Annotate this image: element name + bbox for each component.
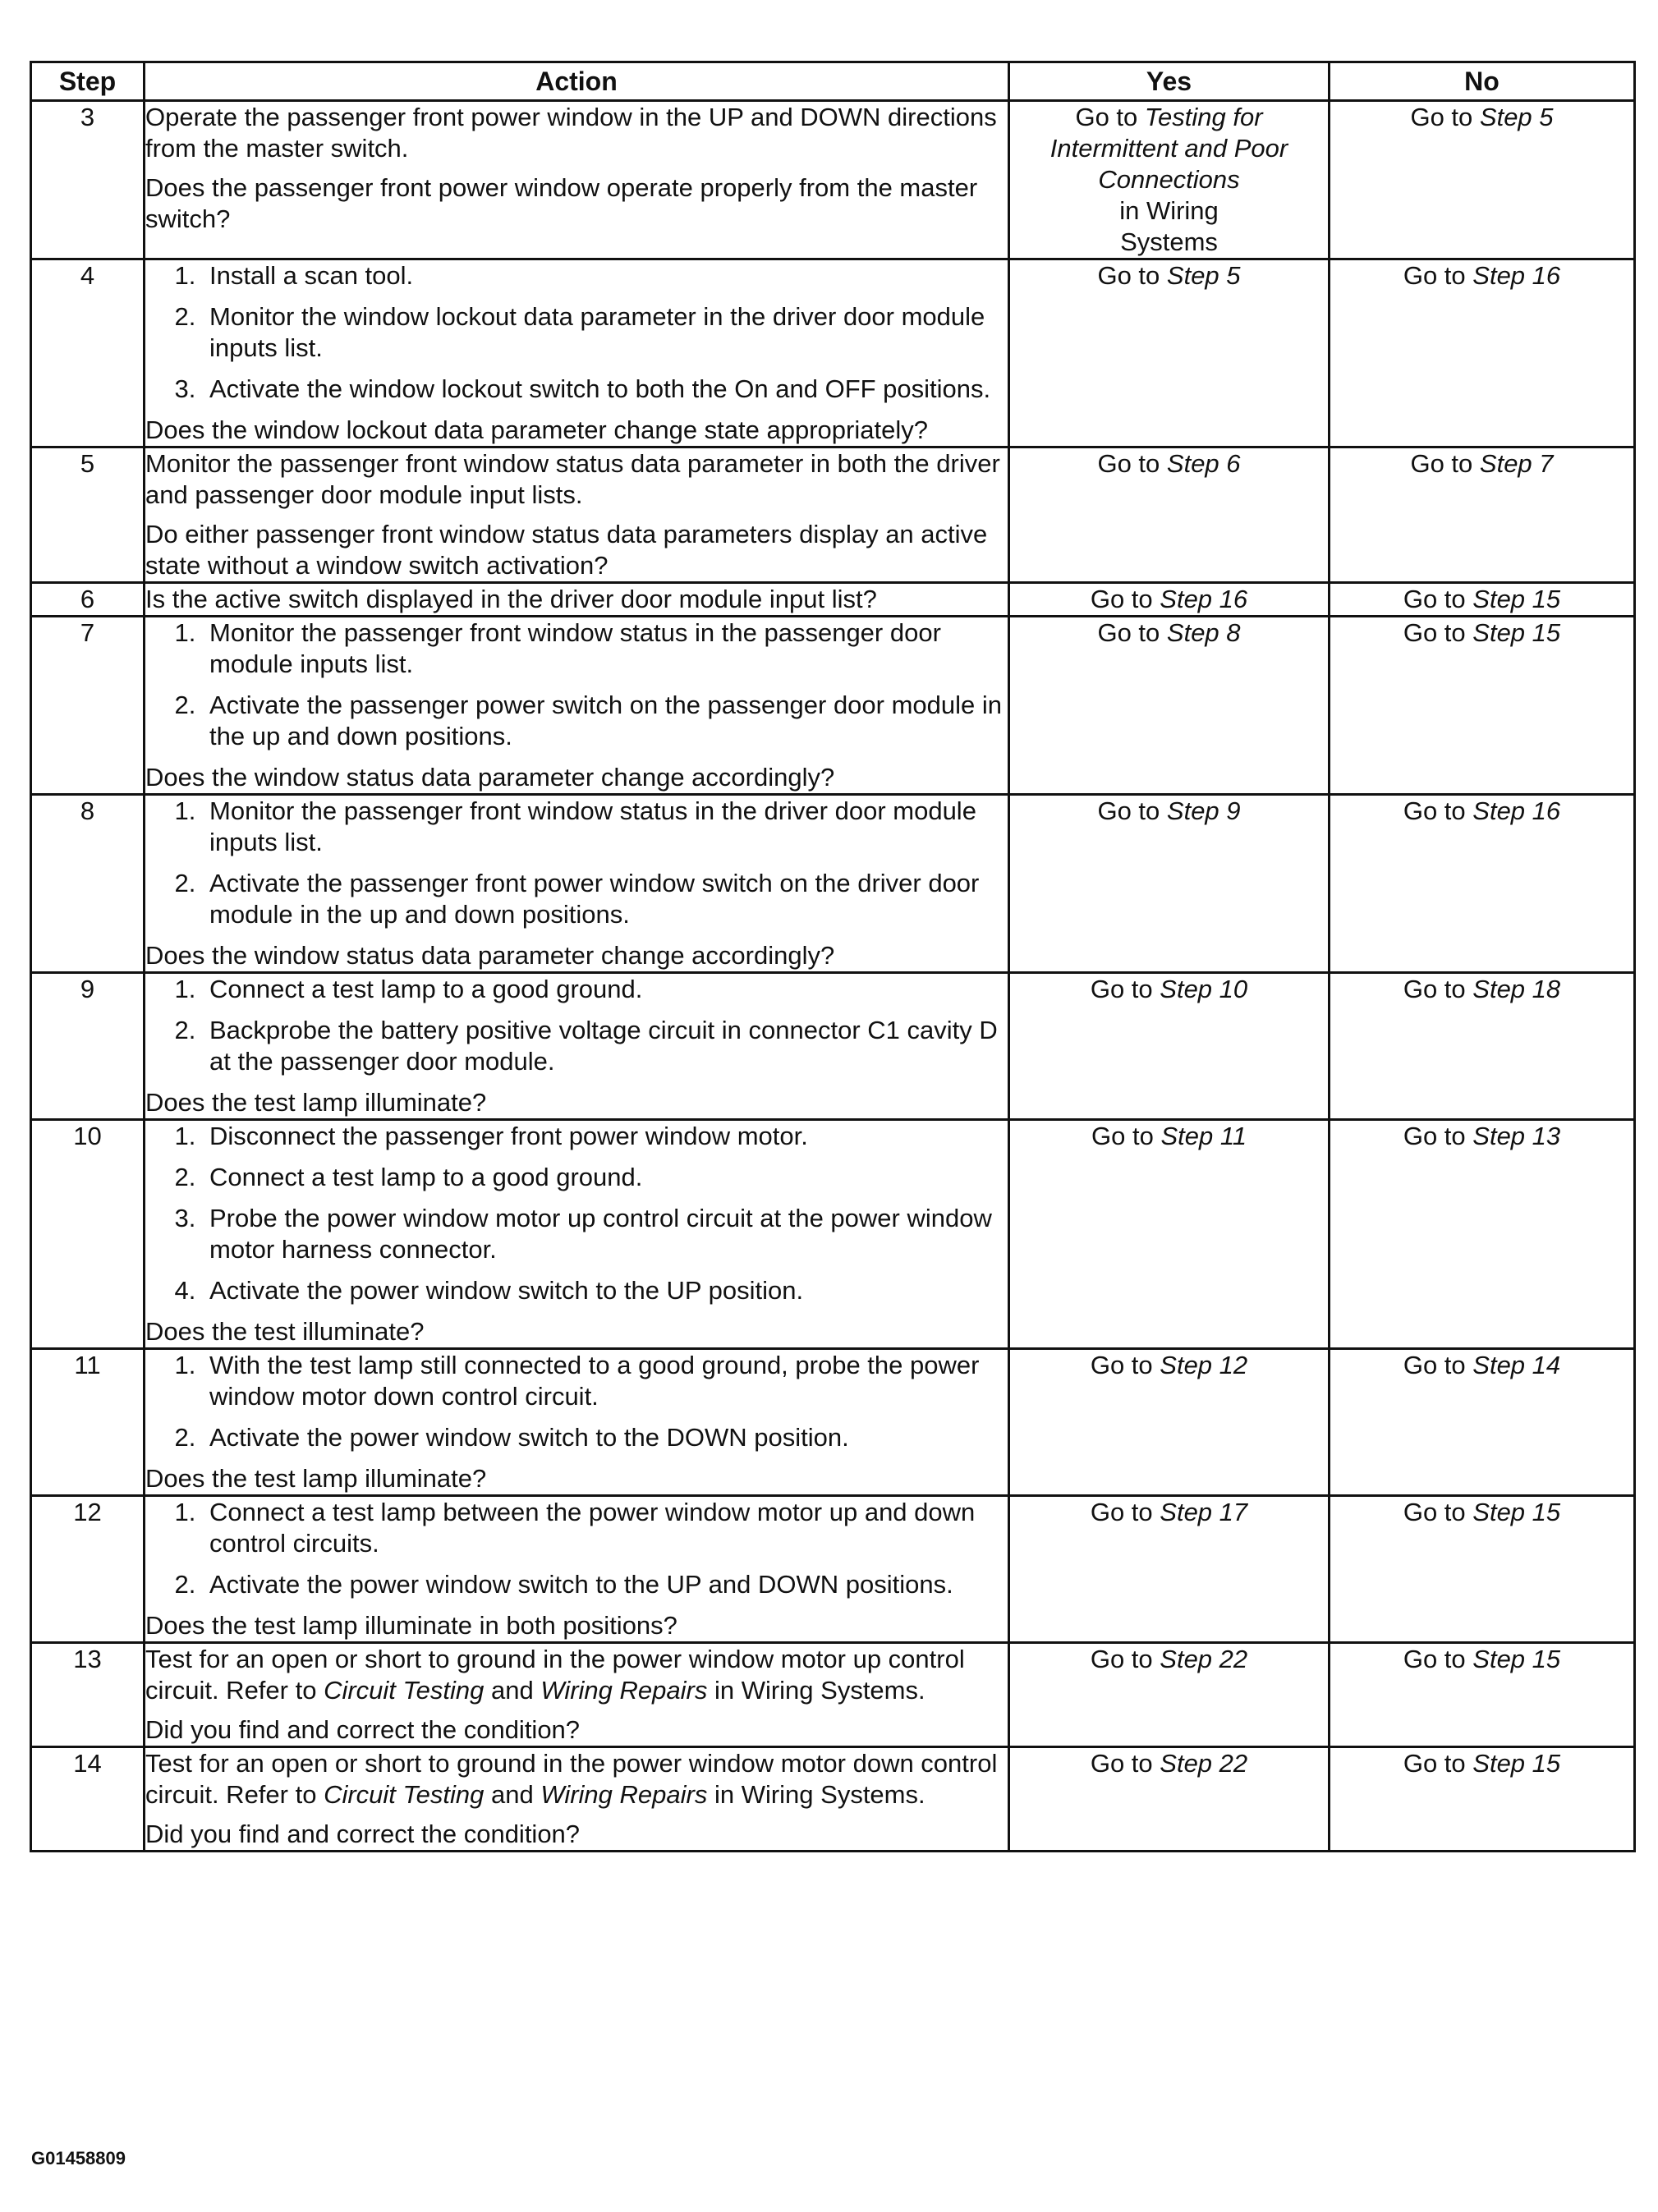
step-number: 10 <box>31 1120 145 1349</box>
no-cell <box>1330 447 1635 583</box>
action-question: Does the test lamp illuminate? <box>145 1464 487 1493</box>
substep-item: 2. Activate the power window switch to the DOWN position. <box>203 1422 1008 1453</box>
action-cell <box>145 1747 1009 1852</box>
action-text: in Wiring Systems. <box>714 1780 925 1809</box>
step-number: 8 <box>31 795 145 973</box>
yes-line: Systems <box>1120 227 1218 256</box>
table-row <box>31 617 1635 795</box>
action-cell <box>145 1496 1009 1643</box>
table-row <box>31 1496 1635 1643</box>
no-step-ref: Step 16 <box>1472 261 1561 290</box>
no-step-ref: Step 7 <box>1479 449 1554 478</box>
no-cell <box>1330 1643 1635 1747</box>
step-number: 6 <box>31 583 145 617</box>
yes-cell <box>1009 1349 1330 1496</box>
substep-item: 3. Activate the window lockout switch to both the On and OFF positions. <box>203 374 1008 405</box>
no-prefix: Go to <box>1410 103 1473 131</box>
yes-step-ref: Step 10 <box>1160 975 1248 1003</box>
yes-step-ref: Step 12 <box>1160 1351 1248 1379</box>
yes-step-ref: Step 16 <box>1160 585 1248 613</box>
action-question: Does the window status data parameter change accordingly? <box>145 941 835 970</box>
yes-line: Testing for <box>1144 103 1263 131</box>
yes-reference <box>1010 102 1328 258</box>
no-cell <box>1330 101 1635 259</box>
yes-prefix: Go to <box>1097 449 1160 478</box>
action-question: Did you find and correct the condition? <box>145 1820 581 1848</box>
action-question: Did you find and correct the condition? <box>145 1715 581 1744</box>
table-row <box>31 259 1635 447</box>
substep-item: 1. Monitor the passenger front window status in the passenger door module inputs list. <box>203 617 1008 680</box>
action-cell <box>145 259 1009 447</box>
substep-list <box>145 1121 1008 1306</box>
substep-item: 1. Connect a test lamp to a good ground. <box>203 974 1008 1005</box>
step-number: 11 <box>31 1349 145 1496</box>
substep-list <box>145 974 1008 1077</box>
action-text: and <box>490 1780 534 1809</box>
yes-cell <box>1009 583 1330 617</box>
no-cell <box>1330 1496 1635 1643</box>
action-paragraph <box>145 1748 1008 1810</box>
yes-line: Connections <box>1098 165 1240 194</box>
step-number: 7 <box>31 617 145 795</box>
no-step-ref: Step 16 <box>1472 796 1561 825</box>
table-body <box>31 101 1635 1852</box>
no-prefix: Go to <box>1403 975 1466 1003</box>
yes-cell <box>1009 101 1330 259</box>
yes-cell <box>1009 795 1330 973</box>
no-cell <box>1330 583 1635 617</box>
action-question: Do either passenger front window status data parameters display an active state without a window switch activation? <box>145 520 988 580</box>
yes-cell <box>1009 259 1330 447</box>
no-prefix: Go to <box>1403 618 1466 647</box>
action-cell <box>145 583 1009 617</box>
action-cell <box>145 447 1009 583</box>
substep-list <box>145 796 1008 930</box>
substep-item: 1. Disconnect the passenger front power window motor. <box>203 1121 1008 1152</box>
action-paragraph: Operate the passenger front power window in the UP and DOWN directions from the master switch. <box>145 103 997 163</box>
no-prefix: Go to <box>1403 261 1466 290</box>
yes-prefix: Go to <box>1097 618 1160 647</box>
step-number: 4 <box>31 259 145 447</box>
substep-list <box>145 617 1008 752</box>
action-question: Does the passenger front power window operate properly from the master switch? <box>145 173 978 233</box>
header-no: No <box>1330 62 1635 101</box>
action-paragraph: Monitor the passenger front window status data parameter in both the driver and passenger door module input lists. <box>145 449 1000 509</box>
table-row <box>31 583 1635 617</box>
action-text: and <box>490 1676 534 1705</box>
yes-prefix: Go to <box>1090 1749 1153 1778</box>
step-number: 5 <box>31 447 145 583</box>
no-step-ref: Step 5 <box>1479 103 1554 131</box>
substep-item: 2. Activate the power window switch to the UP and DOWN positions. <box>203 1569 1008 1600</box>
yes-prefix: Go to <box>1097 261 1160 290</box>
action-cell <box>145 1120 1009 1349</box>
no-cell <box>1330 1120 1635 1349</box>
no-prefix: Go to <box>1403 585 1466 613</box>
header-yes: Yes <box>1009 62 1330 101</box>
reference-link: Wiring Repairs <box>540 1676 708 1705</box>
no-prefix: Go to <box>1403 1122 1466 1150</box>
table-row <box>31 447 1635 583</box>
action-cell <box>145 1349 1009 1496</box>
yes-prefix: Go to <box>1097 796 1160 825</box>
no-cell <box>1330 617 1635 795</box>
yes-cell <box>1009 973 1330 1120</box>
yes-cell <box>1009 1643 1330 1747</box>
yes-prefix: Go to <box>1091 1122 1154 1150</box>
yes-cell <box>1009 1120 1330 1349</box>
yes-step-ref: Step 5 <box>1166 261 1241 290</box>
yes-prefix: Go to <box>1090 585 1153 613</box>
yes-cell <box>1009 1747 1330 1852</box>
step-number: 14 <box>31 1747 145 1852</box>
no-step-ref: Step 15 <box>1472 585 1561 613</box>
action-cell <box>145 1643 1009 1747</box>
substep-item: 2. Activate the passenger power switch on the passenger door module in the up and down positions. <box>203 690 1008 752</box>
no-step-ref: Step 13 <box>1472 1122 1561 1150</box>
no-prefix: Go to <box>1403 1749 1466 1778</box>
yes-cell <box>1009 447 1330 583</box>
no-step-ref: Step 18 <box>1472 975 1561 1003</box>
no-cell <box>1330 795 1635 973</box>
step-number: 3 <box>31 101 145 259</box>
substep-item: 1. Monitor the passenger front window status in the driver door module inputs list. <box>203 796 1008 858</box>
action-question: Does the test lamp illuminate in both positions? <box>145 1611 677 1640</box>
substep-list <box>145 260 1008 405</box>
header-action: Action <box>145 62 1009 101</box>
table-row <box>31 1349 1635 1496</box>
substep-list <box>145 1497 1008 1600</box>
diagnostic-table <box>30 61 1636 1852</box>
substep-item: 3. Probe the power window motor up control circuit at the power window motor harness connector. <box>203 1203 1008 1265</box>
yes-step-ref: Step 22 <box>1160 1645 1248 1673</box>
action-question: Does the window lockout data parameter change state appropriately? <box>145 415 928 444</box>
substep-item: 2. Backprobe the battery positive voltage circuit in connector C1 cavity D at the passenger door module. <box>203 1015 1008 1077</box>
yes-line: Intermittent and Poor <box>1049 134 1288 163</box>
yes-step-ref: Step 8 <box>1166 618 1241 647</box>
no-step-ref: Step 15 <box>1472 618 1561 647</box>
yes-step-ref: Step 22 <box>1160 1749 1248 1778</box>
action-cell <box>145 617 1009 795</box>
yes-cell <box>1009 617 1330 795</box>
step-number: 9 <box>31 973 145 1120</box>
no-prefix: Go to <box>1403 796 1466 825</box>
step-number: 13 <box>31 1643 145 1747</box>
no-step-ref: Step 14 <box>1472 1351 1561 1379</box>
yes-line-group <box>1010 102 1328 133</box>
figure-id: G01458809 <box>31 2148 126 2168</box>
action-text: in Wiring Systems. <box>714 1676 925 1705</box>
substep-item: 2. Activate the passenger front power window switch on the driver door module in the up and down positions. <box>203 868 1008 930</box>
no-cell <box>1330 1747 1635 1852</box>
action-cell <box>145 101 1009 259</box>
yes-prefix: Go to <box>1090 1351 1153 1379</box>
yes-prefix: Go to <box>1090 1645 1153 1673</box>
substep-item: 2. Monitor the window lockout data parameter in the driver door module inputs list. <box>203 301 1008 364</box>
substep-item: 1. With the test lamp still connected to a good ground, probe the power window motor down control circuit. <box>203 1350 1008 1412</box>
action-question: Is the active switch displayed in the driver door module input list? <box>145 585 877 613</box>
no-cell <box>1330 259 1635 447</box>
substep-item: 2. Connect a test lamp to a good ground. <box>203 1162 1008 1193</box>
no-cell <box>1330 1349 1635 1496</box>
no-step-ref: Step 15 <box>1472 1645 1561 1673</box>
yes-step-ref: Step 9 <box>1166 796 1241 825</box>
reference-link: Circuit Testing <box>324 1780 485 1809</box>
table-row <box>31 1643 1635 1747</box>
no-cell <box>1330 973 1635 1120</box>
yes-prefix: Go to <box>1090 975 1153 1003</box>
step-number: 12 <box>31 1496 145 1643</box>
substep-item: 4. Activate the power window switch to the UP position. <box>203 1275 1008 1306</box>
action-question: Does the window status data parameter change accordingly? <box>145 763 835 792</box>
yes-step-ref: Step 11 <box>1160 1122 1247 1150</box>
action-question: Does the test lamp illuminate? <box>145 1088 487 1117</box>
table-row <box>31 101 1635 259</box>
action-text: Test for an open or short to ground in the power window motor up control circuit. Refer to <box>145 1645 965 1705</box>
action-question: Does the test illuminate? <box>145 1317 425 1346</box>
reference-link: Circuit Testing <box>324 1676 485 1705</box>
header-step: Step <box>31 62 145 101</box>
yes-cell <box>1009 1496 1330 1643</box>
table-row <box>31 1120 1635 1349</box>
substep-item: 1. Connect a test lamp between the power window motor up and down control circuits. <box>203 1497 1008 1559</box>
action-paragraph <box>145 1644 1008 1706</box>
no-prefix: Go to <box>1410 449 1473 478</box>
yes-step-ref: Step 17 <box>1160 1498 1248 1526</box>
no-prefix: Go to <box>1403 1498 1466 1526</box>
header-row <box>31 62 1635 101</box>
yes-step-ref: Step 6 <box>1166 449 1241 478</box>
yes-prefix: Go to <box>1090 1498 1153 1526</box>
table-row <box>31 795 1635 973</box>
action-cell <box>145 973 1009 1120</box>
action-text: Test for an open or short to ground in the power window motor down control circuit. Refer to <box>145 1749 998 1809</box>
reference-link: Wiring Repairs <box>540 1780 708 1809</box>
yes-line: Go to <box>1075 103 1138 131</box>
substep-item: 1. Install a scan tool. <box>203 260 1008 291</box>
no-step-ref: Step 15 <box>1472 1498 1561 1526</box>
no-prefix: Go to <box>1403 1351 1466 1379</box>
no-prefix: Go to <box>1403 1645 1466 1673</box>
yes-line: in Wiring <box>1119 196 1219 225</box>
substep-list <box>145 1350 1008 1453</box>
table-row <box>31 973 1635 1120</box>
table-row <box>31 1747 1635 1852</box>
no-step-ref: Step 15 <box>1472 1749 1561 1778</box>
action-cell <box>145 795 1009 973</box>
